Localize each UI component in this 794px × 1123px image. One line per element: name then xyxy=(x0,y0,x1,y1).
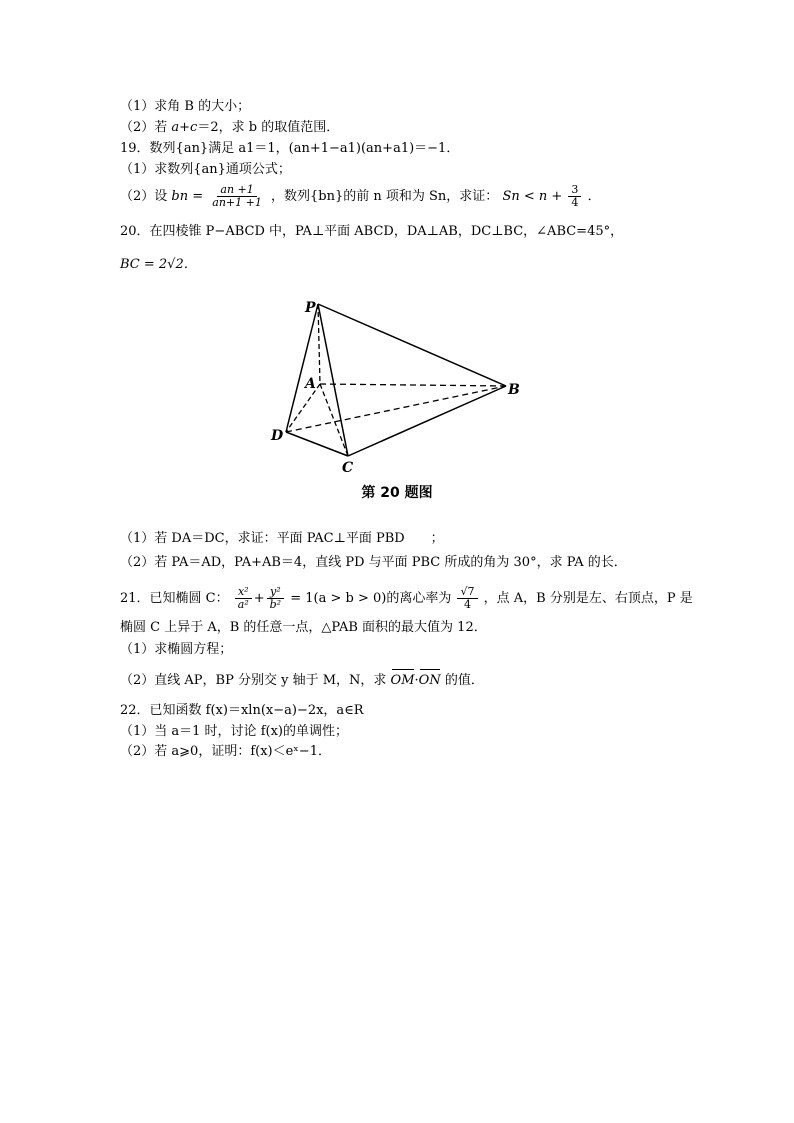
vector-ON: ON xyxy=(418,673,441,688)
q21-x-num: x² xyxy=(235,586,252,599)
edge-PB xyxy=(318,304,506,386)
vector-OM: OM xyxy=(390,673,415,688)
q20-part1: （1）若 DA＝DC，求证：平面 PAC⊥平面 PBD ； xyxy=(120,531,444,546)
q21-title: 21．已知椭圆 C： $\frac{\text{x²}}{\text{a²}}$ + $\frac{\text{y²}}{\text{b²}}$ = 1(a > b > 0)的离心率为 $\frac{√7}{4}$ ，点 A，B 分别是左、右顶点，P 是 xyxy=(120,585,693,611)
q22-title: 22．已知函数 f(x)＝xln(x−a)−2x，a∈R xyxy=(120,703,364,718)
q21-cond: = 1(a > b > 0)的离心率为 xyxy=(290,591,452,606)
q21-x-fraction xyxy=(235,586,252,611)
q18-part2-post: ＝2，求 b 的取值范围． xyxy=(197,120,340,135)
q18-part2 xyxy=(120,119,339,137)
q18-part2-pre: （2）若 xyxy=(120,120,172,135)
q19-bn: bn = xyxy=(171,189,204,204)
q21-y-den: b² xyxy=(269,598,282,611)
vertex-label-P: P xyxy=(305,300,316,316)
q21-e-den: 4 xyxy=(463,598,471,611)
q19-title: 19．数列{an}满足 a1＝1，(an+1−a1)(an+a1)＝−1． xyxy=(120,141,460,156)
q19-bn-numerator: an +1 xyxy=(217,184,256,197)
figure-caption: 第 20 题图 xyxy=(361,485,433,501)
edge-PD xyxy=(286,304,318,432)
pyramid-figure xyxy=(262,288,532,478)
q18-part2-expr: a+c xyxy=(171,120,198,135)
q21-part2-post: 的值． xyxy=(444,673,484,688)
q19-part2 xyxy=(120,184,601,209)
q19-part2-pre: （2）设 xyxy=(120,189,172,204)
dot-operator: · xyxy=(414,673,419,688)
edge-AB xyxy=(320,384,506,386)
q20-part2: （2）若 PA＝AD，PA+AB＝4，直线 PD 与平面 PBC 所成的角为 30°，求 PA 的长． xyxy=(120,555,627,570)
q20-title: 20．在四棱锥 P−ABCD 中，PA⊥平面 ABCD，DA⊥AB，DC⊥BC，∠ABC=45°， xyxy=(120,224,624,239)
q21-x-den: a² xyxy=(237,598,249,611)
vertex-label-D: D xyxy=(271,428,284,444)
edge-PC xyxy=(318,304,348,456)
q19-part2-end: ． xyxy=(587,189,601,204)
q21-line2: 椭圆 C 上异于 A，B 的任意一点，△PAB 面积的最大值为 12． xyxy=(120,620,487,635)
q21-part2-pre: （2）直线 AP，BP 分别交 y 轴于 M，N，求 xyxy=(120,673,387,688)
q21-y-fraction xyxy=(267,586,284,611)
q19-inequality: Sn < n + xyxy=(502,189,563,204)
vertex-label-A: A xyxy=(305,376,316,392)
q19-part1: （1）求数列{an}通项公式； xyxy=(120,162,291,177)
vertex-label-C: C xyxy=(342,460,354,476)
edge-AC xyxy=(320,384,348,456)
vertex-label-B: B xyxy=(508,382,520,398)
q21-title-post: ，点 A，B 分别是左、右顶点，P 是 xyxy=(483,591,693,606)
q21-title-pre: 21．已知椭圆 C： xyxy=(120,591,229,606)
q19-part2-mid: ，数列{bn}的前 n 项和为 Sn，求证： xyxy=(271,189,499,204)
q19-frac-numerator: 3 xyxy=(568,184,581,197)
edge-DC xyxy=(286,432,348,456)
edge-DB xyxy=(286,386,506,432)
q21-part1: （1）求椭圆方程； xyxy=(120,642,233,657)
q19-bn-denominator: an+1 +1 xyxy=(212,196,262,209)
q20-bc: BC = 2√2． xyxy=(120,257,197,272)
q19-three-quarters xyxy=(568,184,581,209)
q19-frac-denominator: 4 xyxy=(571,196,579,209)
q21-e-num: √7 xyxy=(457,586,477,599)
q21-part2 xyxy=(120,672,484,690)
edge-CB xyxy=(348,386,506,456)
q18-part1: （1）求角 B 的大小； xyxy=(120,99,251,114)
q22-part1: （1）当 a＝1 时，讨论 f(x)的单调性； xyxy=(120,724,348,739)
q21-y-num: y² xyxy=(267,586,284,599)
q22-part2: （2）若 a⩾0，证明：f(x)＜eˣ−1． xyxy=(120,744,331,759)
q19-bn-fraction xyxy=(209,184,265,209)
q21-eccentricity xyxy=(457,586,477,611)
